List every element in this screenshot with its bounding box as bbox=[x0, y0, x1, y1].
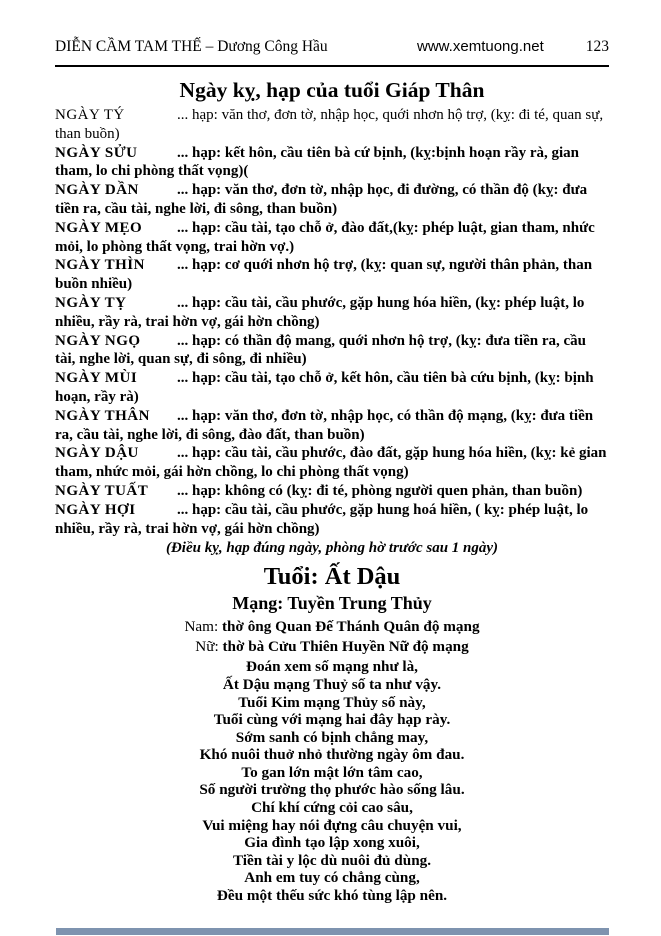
day-label: NGÀY TUẤT bbox=[55, 482, 149, 499]
page-header bbox=[55, 0, 609, 67]
day-text: ... hạp: văn thơ, đơn tờ, nhập học, có thần độ mạng, (kỵ: đưa tiền ra, cầu tài, nghe lời, đi sông, đào đất, than buồn) bbox=[55, 407, 594, 443]
day-entries-list bbox=[55, 106, 609, 538]
verse-line: Đoán xem số mạng như là, bbox=[246, 658, 418, 676]
book-title: DIỄN CẦM TAM THẾ – Dương Công Hầu bbox=[55, 38, 328, 55]
section-title-giap-than: Ngày kỵ, hạp của tuổi Giáp Thân bbox=[179, 78, 485, 102]
day-label: NGÀY DẬU bbox=[55, 445, 139, 462]
verse-line: Chí khí cứng cỏi cao sâu, bbox=[251, 799, 413, 817]
page-number: 123 bbox=[585, 38, 609, 55]
day-entry-ty bbox=[55, 106, 609, 144]
verse-line: Sớm sanh có bịnh chẳng may, bbox=[235, 728, 429, 746]
advice-note: (Điều kỵ, hạp đúng ngày, phòng hờ trước sau 1 ngày) bbox=[165, 540, 499, 557]
verse-line: Tiền tài y lộc dù nuôi đủ dùng. bbox=[232, 851, 432, 869]
day-text: ... hạp: văn thơ, đơn tờ, nhập học, quới nhơn hộ trợ, (kỵ: đi té, quan sự, than buồn) bbox=[55, 107, 604, 142]
day-label: NGÀY MẸO bbox=[55, 219, 143, 236]
day-label: NGÀY SỬU bbox=[55, 144, 138, 161]
day-text: ... hạp: cầu tài, cầu phước, đào đất, gặp hung hóa hiền, (kỵ: kẻ gian tham, nhức mỏi, gái hờn chồng, lo chi phòng thất vọng) bbox=[55, 445, 607, 481]
nam-label: Nam: bbox=[184, 618, 222, 636]
nam-text: thờ ông Quan Đế Thánh Quân độ mạng bbox=[221, 618, 480, 636]
day-entry-dan bbox=[55, 181, 609, 219]
day-text: ... hạp: có thần độ mang, quới nhơn hộ trợ, (kỵ: đưa tiền ra, cầu tài, nghe lời, quan sự, đi sông, đi nhiều) bbox=[55, 332, 586, 368]
day-label: NGÀY DẦN bbox=[55, 182, 139, 199]
day-entry-thin bbox=[55, 256, 609, 294]
day-entry-ngo bbox=[55, 332, 609, 370]
day-label: NGÀY TÝ bbox=[55, 107, 125, 123]
verse-line: Đều một thếu sức khó tùng lập nên. bbox=[216, 887, 448, 905]
day-label: NGÀY MÙI bbox=[55, 370, 138, 387]
verse-line: Vui miệng hay nói đựng câu chuyện vui, bbox=[202, 816, 462, 834]
day-label: NGÀY THÌN bbox=[55, 257, 145, 274]
verse-line: Ất Dậu mạng Thuỷ số ta như vậy. bbox=[222, 675, 442, 693]
day-entry-than bbox=[55, 407, 609, 445]
day-text: ... hạp: cơ quới nhơn hộ trợ, (kỵ: quan sự, người thân phản, than buồn nhiều) bbox=[55, 257, 593, 293]
day-text: ... hạp: không có (kỵ: đi té, phòng người quen phản, than buồn) bbox=[177, 482, 583, 499]
website-link[interactable]: www.xemtuong.net bbox=[417, 38, 544, 55]
worship-line-nam bbox=[55, 617, 609, 637]
worship-line-nu bbox=[55, 637, 609, 657]
verse-line: Tuổi Kim mạng Thủy số này, bbox=[238, 693, 426, 711]
day-text: ... hạp: cầu tài, cầu phước, gặp hung hóa hiền, (kỵ: phép luật, lo nhiều, rầy rà, trai hờn vợ, gái hờn chồng) bbox=[55, 294, 585, 330]
day-label: NGÀY HỢI bbox=[55, 501, 136, 518]
day-entry-suu bbox=[55, 144, 609, 182]
day-text: ... hạp: văn thơ, đơn tờ, nhập học, đi đường, có thần độ (kỵ: đưa tiền ra, cầu tài, nghe lời, đi sông, than buồn) bbox=[55, 182, 588, 217]
day-entry-meo bbox=[55, 219, 609, 257]
verse-line: Tuổi cùng với mạng hai đây hạp rày. bbox=[213, 711, 451, 729]
day-text: ... hạp: kết hôn, cầu tiên bà cứ bịnh, (kỵ:bịnh hoạn rầy rà, gian tham, lo chi phòng thất vọng)( bbox=[55, 144, 580, 180]
day-label: NGÀY TỴ bbox=[55, 294, 127, 311]
nu-text: thờ bà Cửu Thiên Huyền Nữ độ mạng bbox=[222, 637, 469, 655]
fortune-verse bbox=[55, 658, 609, 904]
footer-bar bbox=[56, 928, 609, 935]
day-entry-mui bbox=[55, 369, 609, 407]
day-entry-tj bbox=[55, 294, 609, 332]
verse-line: Số người trường thọ phước hào sống lâu. bbox=[199, 781, 465, 799]
verse-line: Gia đình tạo lập xong xuôi, bbox=[244, 834, 420, 852]
destiny-subtitle: Mạng: Tuyền Trung Thủy bbox=[232, 593, 432, 614]
verse-line: To gan lớn mật lớn tâm cao, bbox=[241, 763, 423, 781]
verse-line: Khó nuôi thuở nhỏ thường ngày ôm đau. bbox=[199, 746, 465, 764]
nu-label: Nữ: bbox=[195, 637, 223, 655]
day-text: ... hạp: cầu tài, tạo chỗ ở, đào đất,(kỵ: phép luật, gian tham, nhức mỏi, lo phòng thất vọng, trai hờn vợ.) bbox=[55, 219, 595, 255]
day-label: NGÀY NGỌ bbox=[55, 332, 141, 349]
day-text: ... hạp: cầu tài, tạo chỗ ở, kết hôn, cầu tiên bà cứu bịnh, (kỵ: bịnh hoạn, rầy rà) bbox=[55, 370, 594, 405]
day-entry-dau bbox=[55, 444, 609, 482]
day-label: NGÀY THÂN bbox=[55, 407, 150, 424]
day-text: ... hạp: cầu tài, cầu phước, gặp hung hoá hiền, ( kỵ: phép luật, lo nhiều, rầy rà, trai hờn vợ, gái hờn chồng) bbox=[55, 501, 589, 537]
day-entry-hoi bbox=[55, 501, 609, 539]
day-entry-tuat bbox=[55, 482, 609, 501]
section-title-at-dau: Tuổi: Ất Dậu bbox=[263, 563, 401, 591]
verse-line: Anh em tuy có chẳng cùng, bbox=[244, 869, 420, 887]
